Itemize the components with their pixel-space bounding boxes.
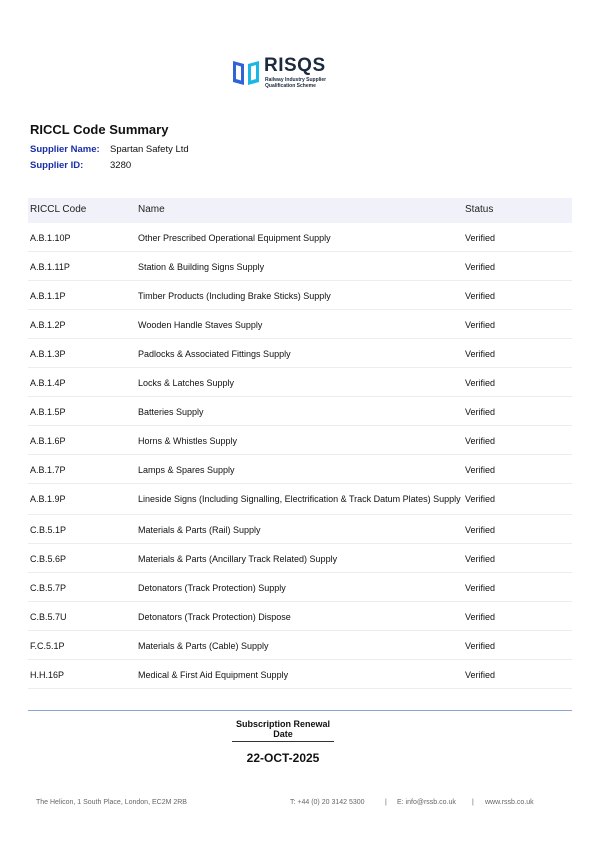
supplier-id-label: Supplier ID: — [30, 160, 84, 171]
row-name: Locks & Latches Supply — [138, 378, 235, 388]
table-row — [28, 573, 572, 602]
table-row — [28, 368, 572, 397]
logo-mark-inner-right — [251, 65, 256, 81]
row-code: A.B.1.9P — [30, 494, 66, 504]
row-status: Verified — [465, 320, 496, 330]
logo-wordmark: RISQS — [264, 55, 326, 76]
row-status: Verified — [465, 670, 496, 680]
table-row — [28, 252, 572, 281]
row-code: A.B.1.4P — [30, 378, 66, 388]
row-code: A.B.1.7P — [30, 465, 66, 475]
footer-phone: T: +44 (0) 20 3142 5300 — [290, 799, 365, 806]
row-status: Verified — [465, 612, 496, 622]
row-status: Verified — [465, 233, 496, 243]
header-name: Name — [138, 204, 165, 215]
row-code: A.B.1.3P — [30, 349, 66, 359]
table-row — [28, 455, 572, 484]
row-name: Lamps & Spares Supply — [138, 465, 235, 475]
row-code: A.B.1.11P — [30, 262, 70, 272]
row-status: Verified — [465, 407, 496, 417]
row-name: Detonators (Track Protection) Dispose — [138, 612, 291, 622]
header-status: Status — [465, 204, 494, 215]
table-row — [28, 544, 572, 573]
renewal-date: 22-OCT-2025 — [246, 751, 320, 765]
renewal-label — [232, 719, 334, 739]
table-row — [28, 602, 572, 631]
row-name: Horns & Whistles Supply — [138, 436, 238, 446]
row-status: Verified — [465, 378, 496, 388]
row-code: C.B.5.1P — [30, 525, 67, 535]
row-code: A.B.1.5P — [30, 407, 66, 417]
row-code: A.B.1.2P — [30, 320, 66, 330]
table-row — [28, 631, 572, 660]
table-row — [28, 484, 572, 515]
row-status: Verified — [465, 349, 496, 359]
row-name: Timber Products (Including Brake Sticks) Supply — [138, 291, 331, 301]
row-name: Lineside Signs (Including Signalling, Electrification & Track Datum Plates) Supply — [138, 494, 461, 504]
table-row — [28, 339, 572, 368]
row-name: Materials & Parts (Ancillary Track Related) Supply — [138, 554, 338, 564]
footer-separator: | — [385, 799, 387, 806]
logo-subtitle-line1: Railway Industry Supplier — [265, 77, 327, 83]
row-name: Station & Building Signs Supply — [138, 262, 265, 272]
renewal-label-line2: Date — [273, 729, 293, 739]
supplier-name-value: Spartan Safety Ltd — [110, 144, 189, 155]
supplier-name-label: Supplier Name: — [30, 144, 100, 155]
supplier-id-value: 3280 — [110, 160, 132, 171]
table-row — [28, 426, 572, 455]
table-row — [28, 223, 572, 252]
table-header — [28, 198, 572, 223]
table-row — [28, 515, 572, 544]
table-row — [28, 310, 572, 339]
riccl-code-table — [28, 198, 572, 689]
footer-address: The Helicon, 1 South Place, London, EC2M 2RB — [36, 799, 187, 806]
risqs-mark-icon — [231, 58, 261, 88]
footer-email: E: info@rssb.co.uk — [397, 799, 456, 806]
renewal-label-line1: Subscription Renewal — [235, 719, 331, 729]
row-status: Verified — [465, 554, 496, 564]
row-name: Batteries Supply — [138, 407, 204, 417]
logo-mark-inner-left — [236, 65, 241, 81]
row-status: Verified — [465, 494, 496, 504]
row-name: Materials & Parts (Rail) Supply — [138, 525, 261, 535]
row-code: A.B.1.1P — [30, 291, 66, 301]
row-status: Verified — [465, 583, 496, 593]
row-code: A.B.1.10P — [30, 233, 71, 243]
row-status: Verified — [465, 436, 496, 446]
risqs-logo — [214, 50, 338, 98]
footer-separator: | — [472, 799, 474, 806]
divider — [28, 710, 572, 711]
row-code: C.B.5.7P — [30, 583, 67, 593]
table-row — [28, 660, 572, 689]
row-name: Detonators (Track Protection) Supply — [138, 583, 286, 593]
footer-web: www.rssb.co.uk — [485, 799, 534, 806]
row-name: Other Prescribed Operational Equipment Supply — [138, 233, 331, 243]
row-code: C.B.5.7U — [30, 612, 67, 622]
row-code: F.C.5.1P — [30, 641, 65, 651]
row-name: Wooden Handle Staves Supply — [138, 320, 263, 330]
row-code: A.B.1.6P — [30, 436, 66, 446]
row-status: Verified — [465, 291, 496, 301]
row-code: H.H.16P — [30, 670, 65, 680]
logo-subtitle — [265, 77, 326, 89]
row-status: Verified — [465, 641, 496, 651]
table-row — [28, 281, 572, 310]
page-title: RICCL Code Summary — [30, 122, 169, 137]
row-status: Verified — [465, 465, 496, 475]
row-name: Medical & First Aid Equipment Supply — [138, 670, 289, 680]
row-status: Verified — [465, 262, 496, 272]
renewal-underline — [232, 741, 334, 742]
logo-subtitle-line2: Qualification Scheme — [265, 83, 316, 89]
header-code: RICCL Code — [30, 204, 87, 215]
row-name: Padlocks & Associated Fittings Supply — [138, 349, 291, 359]
row-status: Verified — [465, 525, 496, 535]
row-name: Materials & Parts (Cable) Supply — [138, 641, 269, 651]
row-code: C.B.5.6P — [30, 554, 67, 564]
table-row — [28, 397, 572, 426]
